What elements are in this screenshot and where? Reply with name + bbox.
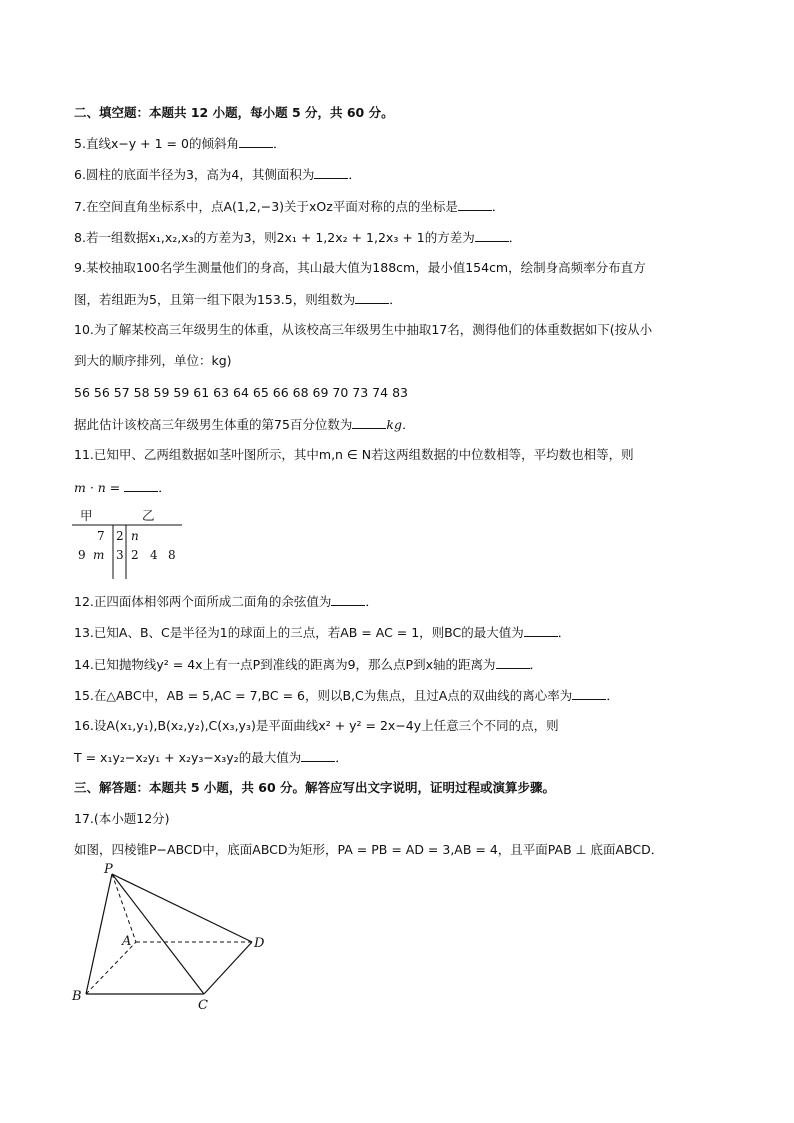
punct: ．	[365, 594, 378, 609]
answer-blank	[124, 478, 158, 492]
question-text: 据此估计该校高三年级男生体重的第75百分位数为	[74, 417, 353, 432]
punct: ．	[491, 199, 505, 214]
punct: ．	[557, 625, 571, 640]
stem-leaf-svg	[72, 505, 188, 583]
question-text: 正四面体相邻两个面所成二面角的余弦值为	[93, 594, 332, 609]
answer-blank	[475, 228, 509, 242]
leaf-left: m	[93, 548, 105, 562]
question-text: 在空间直角坐标系中，点A(1,2,−3)关于xOz平面对称的点的坐标是	[85, 199, 458, 214]
stem-leaf-left-head: 甲	[80, 508, 93, 523]
answer-blank	[301, 748, 335, 762]
punct: ．	[389, 292, 402, 307]
label-B: B	[72, 989, 82, 1004]
pyramid-figure	[64, 862, 274, 1014]
question-13	[74, 623, 570, 642]
question-number: 8.	[74, 230, 86, 245]
question-number: 10.	[74, 322, 94, 337]
question-14	[74, 655, 542, 674]
question-7	[74, 197, 504, 216]
stem-leaf-right-head: 乙	[142, 508, 155, 523]
question-9-line-1	[74, 259, 646, 277]
answer-blank	[524, 623, 558, 637]
question-points: (本小题12分)	[93, 811, 170, 826]
question-number: 15.	[74, 688, 94, 703]
punct: ．	[335, 750, 348, 765]
question-text: 已知抛物线y² = 4x上有一点P到准线的距离为9，那么点P到x轴的距离为	[93, 657, 496, 672]
question-text: 若一组数据x₁,x₂,x₃的方差为3，则2x₁ + 1,2x₂ + 1,2x₃ + 1的方差为	[85, 230, 475, 245]
question-text: 直线x−y + 1 = 0的倾斜角	[85, 136, 239, 151]
question-number: 17.	[74, 811, 94, 826]
label-A: A	[122, 934, 132, 949]
label-P: P	[104, 862, 113, 877]
question-6	[74, 165, 361, 184]
question-17-header	[74, 810, 170, 828]
question-number: 7.	[74, 199, 86, 214]
question-text: 某校抽取100名学生测量他们的身高，其山最大值为188cm，最小值154cm，绘制身高频率分布直方	[85, 260, 646, 275]
question-text: 图，若组距为5，且第一组下限为153.5，则组数为	[74, 292, 356, 307]
leaf-right: 4	[150, 548, 158, 562]
punct: ．	[272, 136, 286, 151]
answer-blank	[572, 686, 606, 700]
question-12	[74, 592, 378, 611]
question-text: 为了解某校高三年级男生的体重，从该校高三年级男生中抽取17名，测得他们的体重数据如下(按从小	[93, 322, 653, 337]
answer-blank	[352, 415, 386, 429]
section-answer-heading: 三、解答题：本题共 5 小题，共 60 分。解答应写出文字说明，证明过程或演算步骤。	[74, 780, 556, 795]
question-8	[74, 228, 521, 247]
question-16-line-2	[74, 748, 348, 767]
label-D: D	[254, 936, 265, 951]
question-10-line-1	[74, 321, 652, 339]
edge-PB	[86, 874, 112, 994]
leaf-right: 2	[131, 548, 139, 562]
question-text: T = x₁y₂−x₂y₁ + x₂y₃−x₃y₂的最大值为	[74, 750, 302, 765]
answer-blank	[496, 655, 530, 669]
leaf-left: 7	[97, 529, 105, 543]
question-number: 16.	[74, 718, 94, 733]
punct: ．	[158, 480, 171, 495]
question-number: 14.	[74, 657, 94, 672]
question-number: 9.	[74, 260, 86, 275]
question-number: 6.	[74, 167, 86, 182]
question-10-line-2: 到大的顺序排列，单位：kg)	[74, 353, 232, 368]
question-text: 圆柱的底面半径为3，高为4，其侧面积为	[85, 167, 315, 182]
question-number: 13.	[74, 625, 94, 640]
punct: ．	[606, 688, 619, 703]
punct: ．	[529, 657, 543, 672]
question-16-line-1	[74, 717, 559, 735]
question-text: 在△ABC中，AB = 5,AC = 7,BC = 6，则以B,C为焦点，且过A点的双曲线的离心率为	[93, 688, 573, 703]
question-17-text: 如图，四棱锥P−ABCD中，底面ABCD为矩形，PA = PB = AD = 3,AB = 4，且平面PAB ⊥ 底面ABCD．	[74, 842, 664, 857]
leaf-left: 9	[78, 548, 86, 562]
question-text: 已知A、B、C是半径为1的球面上的三点，若AB = AC = 1，则BC的最大值为	[93, 625, 524, 640]
edge-PD	[112, 874, 252, 942]
edge-CD	[204, 942, 252, 994]
question-5	[74, 134, 285, 153]
stem: 2	[116, 529, 124, 543]
question-15	[74, 686, 619, 705]
punct: ．	[348, 167, 361, 182]
leaf-right: 8	[168, 548, 176, 562]
question-9-line-2	[74, 290, 402, 309]
question-10-data: 56 56 57 58 59 59 61 63 64 65 66 68 69 70 73 74 83	[74, 385, 408, 400]
section-fill-in-heading: 二、填空题：本题共 12 小题，每小题 5 分，共 60 分。	[74, 105, 394, 120]
question-11-line-2	[74, 478, 171, 497]
edge-BA-hidden	[86, 942, 136, 994]
question-text: m · n =	[74, 480, 125, 495]
question-11-line-1	[74, 446, 634, 464]
question-text: 已知甲、乙两组数据如茎叶图所示，其中m,n ∈ N若这两组数据的中位数相等，平均数也相等，则	[93, 447, 634, 462]
stem: 3	[116, 548, 124, 562]
question-number: 11.	[74, 447, 94, 462]
question-10-line-4	[74, 415, 415, 434]
punct: ．	[508, 230, 522, 245]
pyramid-svg	[64, 862, 274, 1014]
answer-blank	[239, 134, 273, 148]
question-number: 12.	[74, 594, 94, 609]
answer-blank	[314, 165, 348, 179]
stem-leaf-plot	[72, 505, 188, 583]
answer-blank	[355, 290, 389, 304]
unit: kg．	[386, 417, 415, 432]
question-text: 设A(x₁,y₁),B(x₂,y₂),C(x₃,y₃)是平面曲线x² + y² = 2x−4y上任意三个不同的点，则	[93, 718, 559, 733]
leaf-right: n	[131, 529, 139, 543]
label-C: C	[198, 998, 208, 1013]
answer-blank	[458, 197, 492, 211]
answer-blank	[331, 592, 365, 606]
question-number: 5.	[74, 136, 86, 151]
